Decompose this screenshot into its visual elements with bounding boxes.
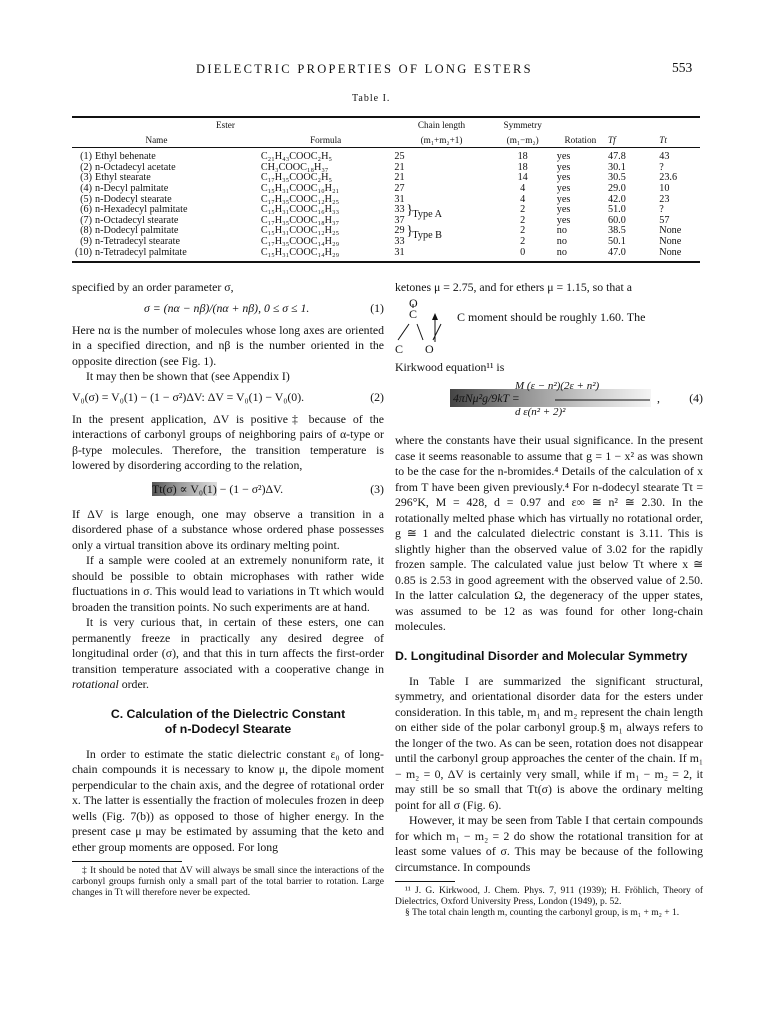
cell-tt: ? xyxy=(659,204,664,216)
cell-formula: CH₃COOC₁₈H₃₇ xyxy=(260,161,329,173)
paragraph: Here nα is the number of molecules whose long axes are oriented in a specified direction, and nβ is the number oriented in the opposite direction (see Fig. 1). xyxy=(72,322,384,368)
row-number: (8) xyxy=(80,225,92,237)
table-row xyxy=(72,184,700,195)
cell-symmetry: 2 xyxy=(520,225,526,237)
equation-number: (3) xyxy=(370,481,384,496)
section-title-d: D. Longitudinal Disorder and Molecular Symmetry xyxy=(395,648,688,663)
chain-length-value: 21 xyxy=(394,161,405,173)
footnote-rule xyxy=(395,881,455,882)
equation-text-shaded: Tt(σ) ∝ V₀(1) xyxy=(152,481,217,496)
row-number: (1) xyxy=(80,151,92,163)
cell-tf: 51.0 xyxy=(607,204,626,216)
cell-name xyxy=(72,184,259,195)
equation-text xyxy=(152,482,283,498)
paragraph xyxy=(72,615,384,693)
ester-name: n-Decyl palmitate xyxy=(95,182,169,194)
table-row xyxy=(72,148,700,163)
cell-tf: 30.5 xyxy=(607,172,626,184)
row-number: (7) xyxy=(80,214,92,226)
header-rotation: Rotation xyxy=(555,133,606,148)
cell-rotation: yes xyxy=(556,172,571,184)
equation-2 xyxy=(72,388,384,409)
footnote: ¹¹ J. G. Kirkwood, J. Chem. Phys. 7, 911 (1939); H. Fröhlich, Theory of Dielectrics, Oxford University Press, London (1949), p. 52. xyxy=(395,886,703,907)
paragraph: In Table I are summarized the significant structural, symmetry, and orientational disorder data for the esters under consideration. In this table, m₁ and m₂ represent the chain length on either side of the polar carbonyl group.§ m₁ always refers to the longer of the two. As can be seen, rotation does not disappear until the carbonyl group approaches the center of the chain. If m₁ − m₂ = 0, ΔV is certainly very small, while if m₁ − m₂ = 2, it may still be so small that Tt(σ) is above the ordinary melting point for all σ (Fig. 6). xyxy=(395,673,703,812)
cell-tf: 50.1 xyxy=(607,235,626,247)
ester-name: n-Dodecyl palmitate xyxy=(95,225,179,237)
row-number: (6) xyxy=(80,204,92,216)
row-number: (9) xyxy=(80,235,92,247)
table-row xyxy=(72,163,700,174)
section-title-c xyxy=(72,707,384,737)
row-number: (2) xyxy=(80,161,92,173)
cell-tf: 47.0 xyxy=(606,248,657,263)
paragraph: In order to estimate the static dielectric constant ε₀ of long-chain compounds it is necessary to know μ, the dipole moment perpendicular to the chain axis, and the degree of rotational order x. The latter is essentially the fraction of molecules frozen in deep wells (Fig. 7(b)) as opposed to those of higher energy. In the present case μ may be estimated by assuming that the keto and ether group moments are opposed. For long xyxy=(72,746,384,854)
brace-glyph: } xyxy=(406,224,414,240)
cell-symmetry: 2 xyxy=(520,214,526,226)
equation-number: (4) xyxy=(689,391,703,405)
paragraph-text: order. xyxy=(118,677,149,691)
footnote: § The total chain length m, counting the carbonyl group, is m₁ + m₂ + 1. xyxy=(405,908,680,918)
paragraph: where the constants have their usual significance. In the present case it seems reasonable to assume that g = 1 − x² as was shown to be the case for the n-bromides.⁴ Details of the calculation of x from T have been given previously.⁴ For n-dodecyl stearate Tt = 296°K, M = 428, d = 0.97 and ε∞ ≅ n² ≅ 2.30. In the rotationally melted phase which has virtually no rotational order, g ≅ 1 and the calculated dielectric constant is 3.11. This is slightly higher than the observed value of 3.02 for the rapidly frozen sample. The calculated value just below Tt where x ≅ 0.85 is 2.53 in good agreement with the observed value of 2.50. In the latter calculation Ω, the degeneracy of the upper states, was assumed to be 12 as was found for other long-chain molecules. xyxy=(395,433,703,633)
cell-tt: None xyxy=(659,235,682,247)
footnote-rule xyxy=(72,861,182,862)
cell-tt: 43 xyxy=(659,151,670,163)
cell-rotation: yes xyxy=(556,193,571,205)
right-column xyxy=(395,280,703,919)
table-esters xyxy=(72,116,700,263)
type-a-label: Type A xyxy=(412,209,442,221)
table-row xyxy=(72,237,700,248)
cell-rotation: yes xyxy=(556,182,571,194)
cell-chain-length xyxy=(392,173,490,184)
ester-name: n-Dodecyl stearate xyxy=(95,193,172,205)
header-symmetry-sub: (m₁−m₂) xyxy=(491,133,555,148)
equation-text: σ = (nα − nβ)/(nα + nβ), 0 ≤ σ ≤ 1. xyxy=(144,300,310,315)
cell-name xyxy=(72,148,259,163)
paragraph-text: C moment should be roughly 1.60. The xyxy=(457,309,646,324)
cell-tf: 42.0 xyxy=(607,193,626,205)
ester-name: n-Tetradecyl stearate xyxy=(95,235,180,247)
cell-chain-length xyxy=(392,248,490,263)
cell-symmetry: 4 xyxy=(520,193,526,205)
paragraph-emphasis: rotational xyxy=(72,677,119,691)
cell-formula: C₁₇H₃₅COOC₁₂H₂₅ xyxy=(260,193,340,205)
carbonyl-structure xyxy=(395,296,703,360)
equation-1 xyxy=(72,299,384,320)
cell-chain-length xyxy=(392,148,490,163)
cell-tt: None xyxy=(659,225,682,237)
cell-symmetry: 0 xyxy=(491,248,555,263)
paragraph: However, it may be seen from Table I that certain compounds for which m₁ − m₂ = 2 do show the rotational transition for at least some values of σ. This may be because of the following circumstance. In compounds xyxy=(395,813,703,874)
row-number: (3) xyxy=(80,172,92,184)
header-chain-length-sub: (m₁+m₂+1) xyxy=(392,133,490,148)
running-title: DIELECTRIC PROPERTIES OF LONG ESTERS xyxy=(196,62,533,76)
equation-comma: , xyxy=(657,391,660,405)
cell-rotation: yes xyxy=(556,214,571,226)
atom-label: O xyxy=(409,295,418,310)
paragraph: It may then be shown that (see Appendix I) xyxy=(86,369,290,383)
chain-length-value: 33 xyxy=(394,204,405,216)
cell-symmetry: 18 xyxy=(517,161,528,173)
cell-formula: C₂₁H₄₃COOC₂H₅ xyxy=(260,151,333,163)
paragraph: If a sample were cooled at an extremely nonuniform rate, it should be possible to obtain microphases with rather wide fluctuations in σ. This would lead to variations in Tt which would broaden the transition points. No such experiments are at hand. xyxy=(72,553,384,614)
ester-name: n-Octadecyl stearate xyxy=(95,214,179,226)
cell-formula: C₁₇H₃₅COOC₂H₅ xyxy=(260,172,333,184)
cell-rotation: no xyxy=(556,225,567,237)
cell-symmetry: 2 xyxy=(520,235,526,247)
equation-4 xyxy=(395,379,703,427)
cell-tt: None xyxy=(657,248,700,263)
header-formula: Formula xyxy=(259,133,393,148)
cell-symmetry: 14 xyxy=(517,172,528,184)
chain-length-value: 27 xyxy=(394,182,405,194)
chain-length-value: 37 xyxy=(394,214,405,226)
equation-denominator: d ε(n² + 2)² xyxy=(515,406,566,418)
chain-length-value: 31 xyxy=(394,246,405,258)
cell-formula: C₁₅H₃₁COOC₁₆H₃₃ xyxy=(260,204,340,216)
cell-tf: 30.1 xyxy=(607,161,626,173)
chain-length-value: 33 xyxy=(394,235,405,247)
header-ester: Ester xyxy=(72,117,259,133)
cell-rotation: yes xyxy=(556,161,571,173)
equation-text-rest: − (1 − σ²)ΔV. xyxy=(216,481,284,496)
cell-tt: 23.6 xyxy=(659,172,678,184)
section-title-line: C. Calculation of the Dielectric Constant xyxy=(110,706,346,721)
cell-tt: 10 xyxy=(659,182,670,194)
cell-tt: 57 xyxy=(659,214,670,226)
header-tf: Tf xyxy=(606,133,657,148)
cell-tt: ? xyxy=(659,161,664,173)
ester-name: n-Hexadecyl palmitate xyxy=(95,204,188,216)
atom-label: O xyxy=(425,341,434,356)
page-number: 553 xyxy=(672,60,693,75)
cell-formula: C₁₅H₃₁COOC₁₂H₂₅ xyxy=(260,225,340,237)
table-title: Table I. xyxy=(352,93,391,104)
cell-rotation: yes xyxy=(556,151,571,163)
header-chain-length: Chain length xyxy=(392,117,490,133)
table-row xyxy=(72,248,700,263)
cell-tt: 23 xyxy=(659,193,670,205)
cell-symmetry: 2 xyxy=(520,204,526,216)
equation-text: V₀(σ) = V₀(1) − (1 − σ²)ΔV: ΔV = V₀(1) − V₀(0). xyxy=(72,389,305,404)
ester-name: n-Tetradecyl palmitate xyxy=(95,246,187,258)
cell-chain-length xyxy=(392,184,490,195)
equation-3 xyxy=(72,480,384,501)
atom-label: C xyxy=(409,306,418,321)
cell-chain-length xyxy=(392,237,490,248)
row-number: (5) xyxy=(80,193,92,205)
cell-tf: 47.8 xyxy=(607,151,626,163)
equation-numerator: M (ε − n²)(2ε + n²) xyxy=(515,380,600,392)
paragraph: ketones μ = 2.75, and for ethers μ = 1.15, so that a xyxy=(395,280,632,294)
footnote: ‡ It should be noted that ΔV will always be small since the interactions of the carbonyl groups furnish only a small part of the total barrier to rotation. Large changes in Tt will therefore never be expected. xyxy=(72,866,384,898)
left-column xyxy=(72,280,384,899)
cell-formula: C₁₅H₃₁COOC₁₄H₂₉ xyxy=(259,248,393,263)
chain-length-value: 21 xyxy=(394,172,405,184)
brace-glyph: } xyxy=(406,203,414,219)
ester-name: Ethyl behenate xyxy=(95,151,156,163)
cell-tf: 60.0 xyxy=(607,214,626,226)
row-number: (4) xyxy=(80,182,92,194)
equation-number: (1) xyxy=(370,300,384,315)
paragraph: specified by an order parameter σ, xyxy=(72,280,234,294)
type-b-label: Type B xyxy=(412,230,442,242)
header-name: Name xyxy=(72,133,259,148)
cell-symmetry: 4 xyxy=(520,182,526,194)
cell-rotation: no xyxy=(555,248,606,263)
chain-length-value: 29 xyxy=(394,225,405,237)
cell-formula: C₁₅H₃₁COOC₁₀H₂₁ xyxy=(260,182,340,194)
cell-tf: 38.5 xyxy=(607,225,626,237)
cell-rotation: no xyxy=(556,235,567,247)
cell-tf: 29.0 xyxy=(607,182,626,194)
paragraph-text: It is very curious that, in certain of these esters, one can permanently freeze in practically any desired degree of longitudinal order (σ), and that this in turn affects the first-order transition temperature associated with a cooperative change in xyxy=(72,615,384,676)
equation-number: (2) xyxy=(370,389,384,404)
section-title-line: of n-Dodecyl Stearate xyxy=(164,721,292,736)
header-tt: Tt xyxy=(657,133,700,148)
paragraph: In the present application, ΔV is positive‡ because of the interactions of carbonyl groups of neighboring pairs of α-type or β-type molecules. Therefore, the transition temperature is lowered by disordering according to the relation, xyxy=(72,411,384,472)
cell-chain-length xyxy=(392,163,490,174)
header-symmetry: Symmetry xyxy=(491,117,555,133)
cell-formula: C₁₇H₃₅COOC₁₈H₃₇ xyxy=(260,214,340,226)
cell-name xyxy=(72,237,259,248)
paragraph: If ΔV is large enough, one may observe a transition in a disordered phase of a substance whose ordered phase possesses only a virtual transition above its ordinary melting point. xyxy=(72,506,384,552)
equation-lhs: 4πNμ²g/9kT = xyxy=(453,391,520,405)
fraction-bar xyxy=(555,399,650,401)
paragraph: Kirkwood equation¹¹ is xyxy=(395,359,505,374)
ester-name: n-Octadecyl acetate xyxy=(95,161,176,173)
ester-name: Ethyl stearate xyxy=(95,172,151,184)
atom-label: C xyxy=(395,341,404,356)
cell-rotation: yes xyxy=(556,204,571,216)
chain-length-value: 25 xyxy=(394,151,405,163)
cell-formula: C₁₇H₃₅COOC₁₄H₂₉ xyxy=(260,235,340,247)
cell-symmetry: 18 xyxy=(517,151,528,163)
cell-name xyxy=(72,248,259,263)
chain-length-value: 31 xyxy=(394,193,405,205)
row-number: (10) xyxy=(75,246,92,258)
